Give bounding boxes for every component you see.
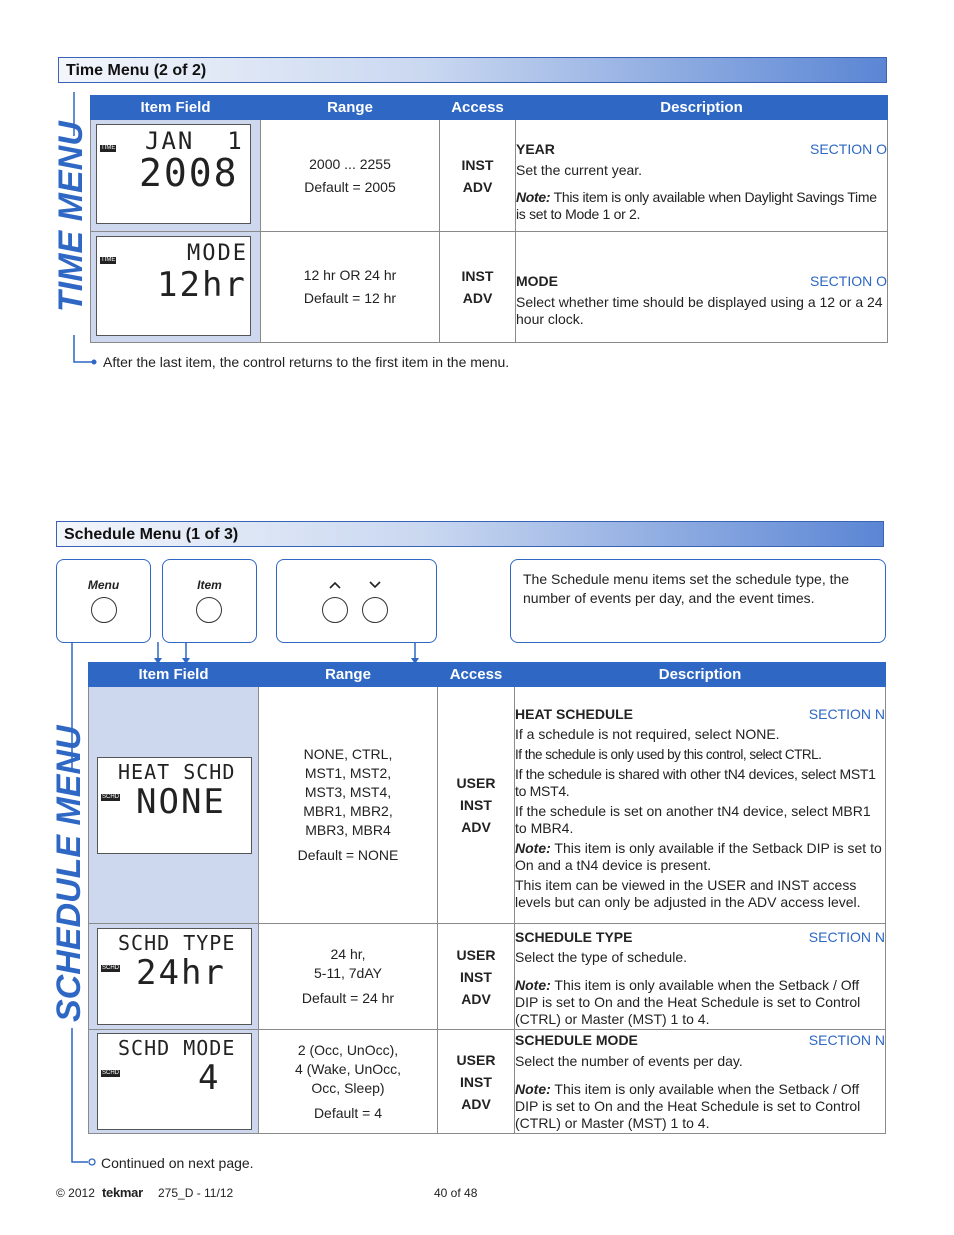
col-range: Range: [259, 663, 438, 687]
lcd-line2: 24hr: [136, 953, 226, 993]
col-description: Description: [515, 663, 886, 687]
table-row: [89, 687, 886, 924]
time-menu-side-title: TIME MENU: [52, 121, 90, 312]
description-text: If the schedule is set on another tN4 device, select MBR1 to MBR4.: [515, 802, 871, 836]
item-field-cell: [89, 924, 259, 1030]
access-level: USER: [456, 1051, 496, 1068]
description-cell: [516, 232, 888, 343]
description-text: Select the type of schedule.: [515, 948, 687, 965]
note-text: This item is only available when the Setback / Off DIP is set to On and the Heat Schedule is set to Control (CTRL) or Master (MST) 1 to 4.: [515, 1081, 861, 1131]
note-label: Note:: [515, 976, 551, 993]
access-cell: [438, 687, 515, 924]
item-title: MODE: [516, 272, 558, 289]
schedule-menu-heading-band: [56, 521, 884, 547]
lcd-line2: 2008: [139, 151, 239, 195]
lcd-display: [96, 236, 251, 336]
description-text: This item can be viewed in the USER and INST access levels but can only be adjusted in the ADV access level.: [515, 876, 861, 910]
arrow-button-panel: [276, 559, 437, 643]
lcd-line1: SCHD MODE: [118, 1036, 236, 1060]
description-text: Select whether time should be displayed using a 12 or a 24 hour clock.: [516, 293, 883, 327]
time-menu-heading: Time Menu (2 of 2): [66, 62, 207, 79]
lcd-display: [97, 757, 252, 854]
lcd-tag: TIME: [101, 145, 116, 151]
range-line: 5-11, 7dAY: [314, 965, 382, 981]
lcd-tag: SCHD: [102, 965, 120, 971]
col-access: Access: [440, 96, 516, 120]
access-level: INST: [460, 797, 492, 813]
up-button[interactable]: [322, 597, 348, 623]
access-level: INST: [460, 1073, 492, 1090]
range-cell: [261, 120, 440, 232]
schedule-menu-header-row: [89, 663, 886, 687]
range-default: Default = 24 hr: [301, 990, 395, 1006]
footer-page-number: 40 of 48: [434, 1186, 478, 1200]
lcd-line1: HEAT SCHD: [118, 760, 236, 784]
lcd-line1: JAN 1: [145, 127, 244, 155]
schedule-menu-side-title: SCHEDULE MENU: [50, 725, 88, 1022]
menu-button[interactable]: [91, 597, 117, 623]
access-level: ADV: [462, 290, 493, 306]
time-menu-table: [90, 95, 888, 343]
access-level: INST: [460, 968, 492, 985]
note-text: This item is only available if the Setback DIP is set to On and a tN4 device is present.: [515, 839, 882, 873]
lcd-line1: SCHD TYPE: [118, 931, 236, 955]
description-title-row: [515, 1032, 885, 1049]
lcd-display: [96, 124, 251, 224]
schedule-menu-footnote: Continued on next page.: [101, 1155, 254, 1171]
lcd-display: [97, 1033, 252, 1130]
down-arrow-icon: [368, 580, 382, 590]
lcd-tag: TIME: [101, 257, 116, 263]
lcd-line2: NONE: [136, 782, 226, 822]
item-title: SCHEDULE MODE: [515, 1032, 638, 1048]
footer-brand-logo: tekmar: [102, 1185, 143, 1200]
description-title-row: [516, 141, 887, 158]
table-row: [91, 232, 888, 343]
range-line: MST3, MST4,: [304, 784, 392, 800]
footer-doc-id: 275_D - 11/12: [158, 1186, 234, 1200]
menu-button-label: Menu: [87, 578, 120, 592]
range-line: 4 (Wake, UnOcc,: [294, 1060, 402, 1077]
description-text: If the schedule is only used by this control, select CTRL.: [515, 746, 822, 762]
note-label: Note:: [516, 188, 551, 205]
footer-copyright: © 2012: [56, 1186, 95, 1200]
range-default: Default = 12 hr: [303, 290, 397, 306]
description-title-row: [515, 929, 885, 946]
range-line: 2000 ... 2255: [309, 155, 391, 172]
range-line: 2 (Occ, UnOcc),: [297, 1041, 399, 1058]
range-cell: [259, 687, 438, 924]
access-cell: [440, 120, 516, 232]
lcd-tag: SCHD: [102, 1070, 120, 1076]
access-level: INST: [461, 268, 494, 284]
range-default: Default = NONE: [297, 847, 399, 863]
lcd-display: [97, 928, 252, 1025]
description-text: Set the current year.: [516, 161, 643, 178]
access-level: ADV: [461, 990, 491, 1007]
up-arrow-icon: [328, 580, 342, 590]
description-cell: [515, 687, 886, 924]
range-line: Occ, Sleep): [311, 1079, 385, 1096]
lcd-line2: 4: [198, 1058, 221, 1098]
description-text: Select the number of events per day.: [515, 1053, 743, 1069]
description-note: [515, 1081, 885, 1132]
description-cell: [515, 1030, 886, 1134]
access-cell: [440, 232, 516, 343]
range-default: Default = 2005: [304, 178, 396, 195]
schedule-menu-table: [88, 662, 886, 1134]
item-title: SCHEDULE TYPE: [515, 928, 633, 945]
col-range: Range: [261, 96, 440, 120]
item-button-label: Item: [197, 578, 222, 592]
lcd-tag: SCHD: [102, 794, 120, 800]
range-line: 12 hr OR 24 hr: [303, 267, 397, 283]
description-note: [515, 840, 885, 874]
item-field-cell: [89, 687, 259, 924]
schedule-menu-heading: Schedule Menu (1 of 3): [64, 526, 239, 543]
description-note: [516, 189, 887, 223]
access-cell: [438, 1030, 515, 1134]
range-line: MBR1, MBR2,: [303, 803, 393, 819]
schedule-info-box: The Schedule menu items set the schedule type, the number of events per day, and the event times.: [510, 559, 886, 643]
range-line: MST1, MST2,: [304, 765, 392, 781]
access-cell: [438, 924, 515, 1030]
section-ref: SECTION N: [808, 1032, 885, 1048]
note-label: Note:: [515, 839, 551, 856]
col-access: Access: [438, 663, 515, 687]
section-ref: SECTION N: [808, 705, 885, 722]
range-line: 24 hr,: [330, 946, 366, 962]
note-text: This item is only available when the Setback / Off DIP is set to On and the Heat Schedule is set to Control (CTRL) or Master (MST) 1 to 4.: [515, 976, 861, 1027]
table-row: [89, 1030, 886, 1134]
col-item-field: Item Field: [91, 96, 261, 120]
range-cell: [259, 1030, 438, 1134]
col-description: Description: [516, 96, 888, 120]
lcd-line1: MODE: [187, 241, 248, 266]
description-title-row: [516, 273, 887, 290]
time-menu-heading-band: [58, 57, 887, 83]
time-menu-header-row: [91, 96, 888, 120]
section-ref: SECTION O: [809, 272, 887, 289]
col-item-field: Item Field: [89, 663, 259, 687]
item-button-panel: [162, 559, 257, 643]
note-label: Note:: [515, 1081, 551, 1097]
range-line: MBR3, MBR4: [305, 822, 391, 838]
item-button[interactable]: [196, 597, 222, 623]
down-button[interactable]: [362, 597, 388, 623]
section-ref: SECTION N: [808, 928, 885, 945]
description-text: If the schedule is shared with other tN4 devices, select MST1 to MST4.: [515, 765, 876, 799]
access-level: ADV: [461, 1095, 491, 1112]
access-level: USER: [456, 775, 496, 791]
description-cell: [515, 924, 886, 1030]
access-level: ADV: [461, 819, 491, 835]
description-title-row: [515, 706, 885, 723]
menu-button-panel: [56, 559, 151, 643]
range-default: Default = 4: [313, 1104, 383, 1121]
note-text: This item is only available when Daylight Savings Time is set to Mode 1 or 2.: [516, 188, 877, 222]
lcd-line2: 12hr: [157, 265, 247, 305]
description-note: [515, 977, 885, 1028]
access-level: ADV: [462, 178, 493, 195]
section-ref: SECTION O: [809, 140, 887, 157]
table-row: [91, 120, 888, 232]
table-row: [89, 924, 886, 1030]
access-level: INST: [461, 156, 494, 173]
range-cell: [261, 232, 440, 343]
time-menu-footnote: After the last item, the control returns to the first item in the menu.: [103, 354, 510, 370]
item-title: HEAT SCHEDULE: [515, 705, 633, 722]
access-level: USER: [456, 946, 496, 963]
item-field-cell: [89, 1030, 259, 1134]
range-cell: [259, 924, 438, 1030]
description-text: If a schedule is not required, select NONE.: [515, 725, 780, 742]
description-cell: [516, 120, 888, 232]
range-line: NONE, CTRL,: [303, 746, 393, 762]
item-field-cell: [91, 232, 261, 343]
item-title: YEAR: [516, 140, 555, 157]
item-field-cell: [91, 120, 261, 232]
